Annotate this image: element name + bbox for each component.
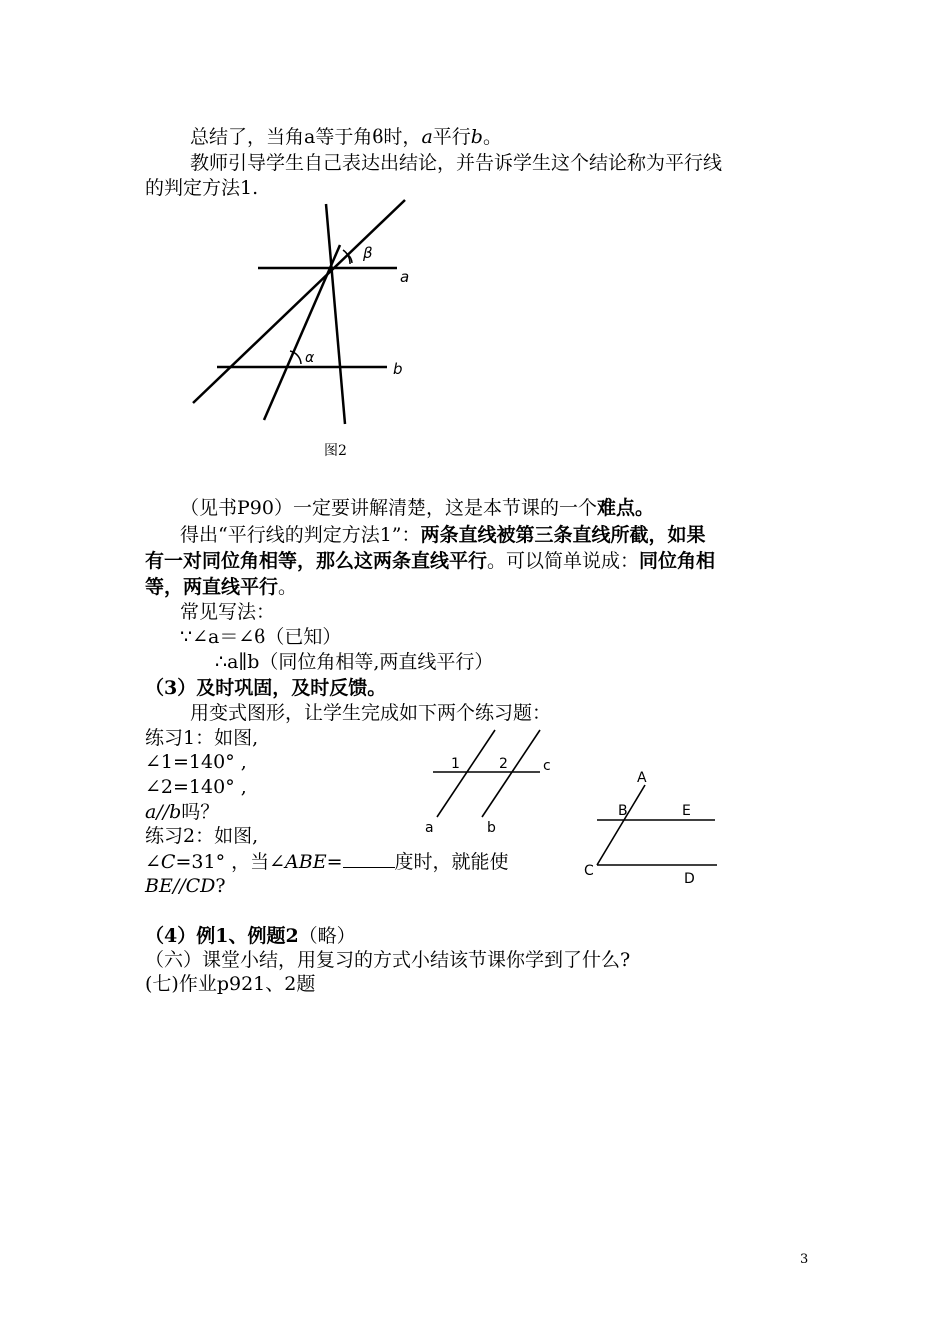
text: b xyxy=(470,126,483,148)
text: a//b xyxy=(145,801,182,823)
section-heading-3: （3）及时巩固，及时反馈。 xyxy=(145,677,387,699)
exercise-2-title: 练习2：如图, xyxy=(145,825,259,847)
para-theorem-end xyxy=(145,575,297,599)
text: （4）例1、例题2 xyxy=(145,925,299,947)
figure-2 xyxy=(185,198,445,428)
text: 难点。 xyxy=(596,497,654,519)
label-A: A xyxy=(637,770,647,786)
para-theorem xyxy=(180,523,706,547)
text: 总结了，当角a等于角 xyxy=(190,126,373,148)
text: （略） xyxy=(298,925,356,947)
text: 度时，就能使 xyxy=(394,851,509,873)
label-D: D xyxy=(684,871,695,885)
figure-caption: 图2 xyxy=(324,443,347,459)
exercise-1-title: 练习1：如图, xyxy=(145,727,259,749)
label-c: c xyxy=(543,758,551,774)
para-theorem-cont xyxy=(145,549,715,573)
line-ac xyxy=(597,785,645,865)
text: 得出“平行线的判定方法1”： xyxy=(180,524,421,546)
exercise-2-figure xyxy=(582,765,722,885)
para-teacher: 教师引导学生自己表达出结论，并告诉学生这个结论称为平行线 xyxy=(190,152,723,174)
text: ? xyxy=(215,875,226,897)
text: ABE xyxy=(285,851,327,873)
transversal-short xyxy=(264,245,340,420)
answer-blank[interactable] xyxy=(343,849,395,868)
text: 同位角相 xyxy=(639,550,716,572)
transversal-long xyxy=(193,200,405,403)
text: 平行 xyxy=(432,126,471,148)
text: 时， xyxy=(383,126,422,148)
exercise-2-question-cont xyxy=(145,874,226,898)
text: a xyxy=(421,126,433,148)
proof-line-1: ∵∠a＝∠ϐ（已知） xyxy=(180,626,342,648)
section-summary: （六）课堂小结，用复习的方式小结该节课你学到了什么? xyxy=(145,949,631,971)
para-summary xyxy=(190,125,502,149)
line-a xyxy=(437,730,495,817)
transversal-vertical xyxy=(326,204,345,424)
text: ∠ xyxy=(145,851,161,873)
text: ϐ xyxy=(372,126,384,148)
label-alpha: α xyxy=(305,350,315,366)
text: 。可以简单说成： xyxy=(487,550,640,572)
proof-line-2: ∴a∥b（同位角相等,两直线平行） xyxy=(215,651,494,673)
para-note xyxy=(180,496,654,520)
section-heading-4 xyxy=(145,924,356,948)
label-beta: β xyxy=(363,244,373,262)
label-b: b xyxy=(487,820,496,832)
exercise-1-question xyxy=(145,800,219,824)
label-1: 1 xyxy=(451,756,460,772)
exercise-2-question xyxy=(145,849,509,874)
text: （见书P90）一定要讲解清楚，这是本节课的一个 xyxy=(180,497,597,519)
text: = xyxy=(326,851,343,873)
line-b xyxy=(482,730,540,817)
para-exercise-intro: 用变式图形，让学生完成如下两个练习题： xyxy=(190,702,552,724)
label-a: a xyxy=(425,820,434,832)
text: 等，两直线平行 xyxy=(145,576,279,598)
text: C xyxy=(160,851,176,873)
label-2: 2 xyxy=(499,756,508,772)
para-writing: 常见写法： xyxy=(180,601,276,623)
label-b: b xyxy=(393,360,403,378)
text: =31° ，当∠ xyxy=(175,851,286,873)
text: 两条直线被第三条直线所截，如果 xyxy=(420,524,706,546)
exercise-1-angle2: ∠2=140° , xyxy=(145,776,247,798)
label-C: C xyxy=(584,863,594,879)
section-homework: (七)作业p921、2题 xyxy=(145,973,316,995)
text: 有一对同位角相等，那么这两条直线平行 xyxy=(145,550,488,572)
exercise-1-figure xyxy=(425,722,565,832)
label-a: a xyxy=(400,268,410,286)
text: 。 xyxy=(278,576,298,598)
label-E: E xyxy=(682,803,691,819)
text: 。 xyxy=(482,126,502,148)
label-B: B xyxy=(618,803,628,819)
para-teacher-cont: 的判定方法1. xyxy=(145,177,259,199)
text: 吗？ xyxy=(181,801,220,823)
text: BE//CD xyxy=(145,875,216,897)
page-number: 3 xyxy=(800,1252,809,1267)
exercise-1-angle1: ∠1=140° , xyxy=(145,751,247,773)
